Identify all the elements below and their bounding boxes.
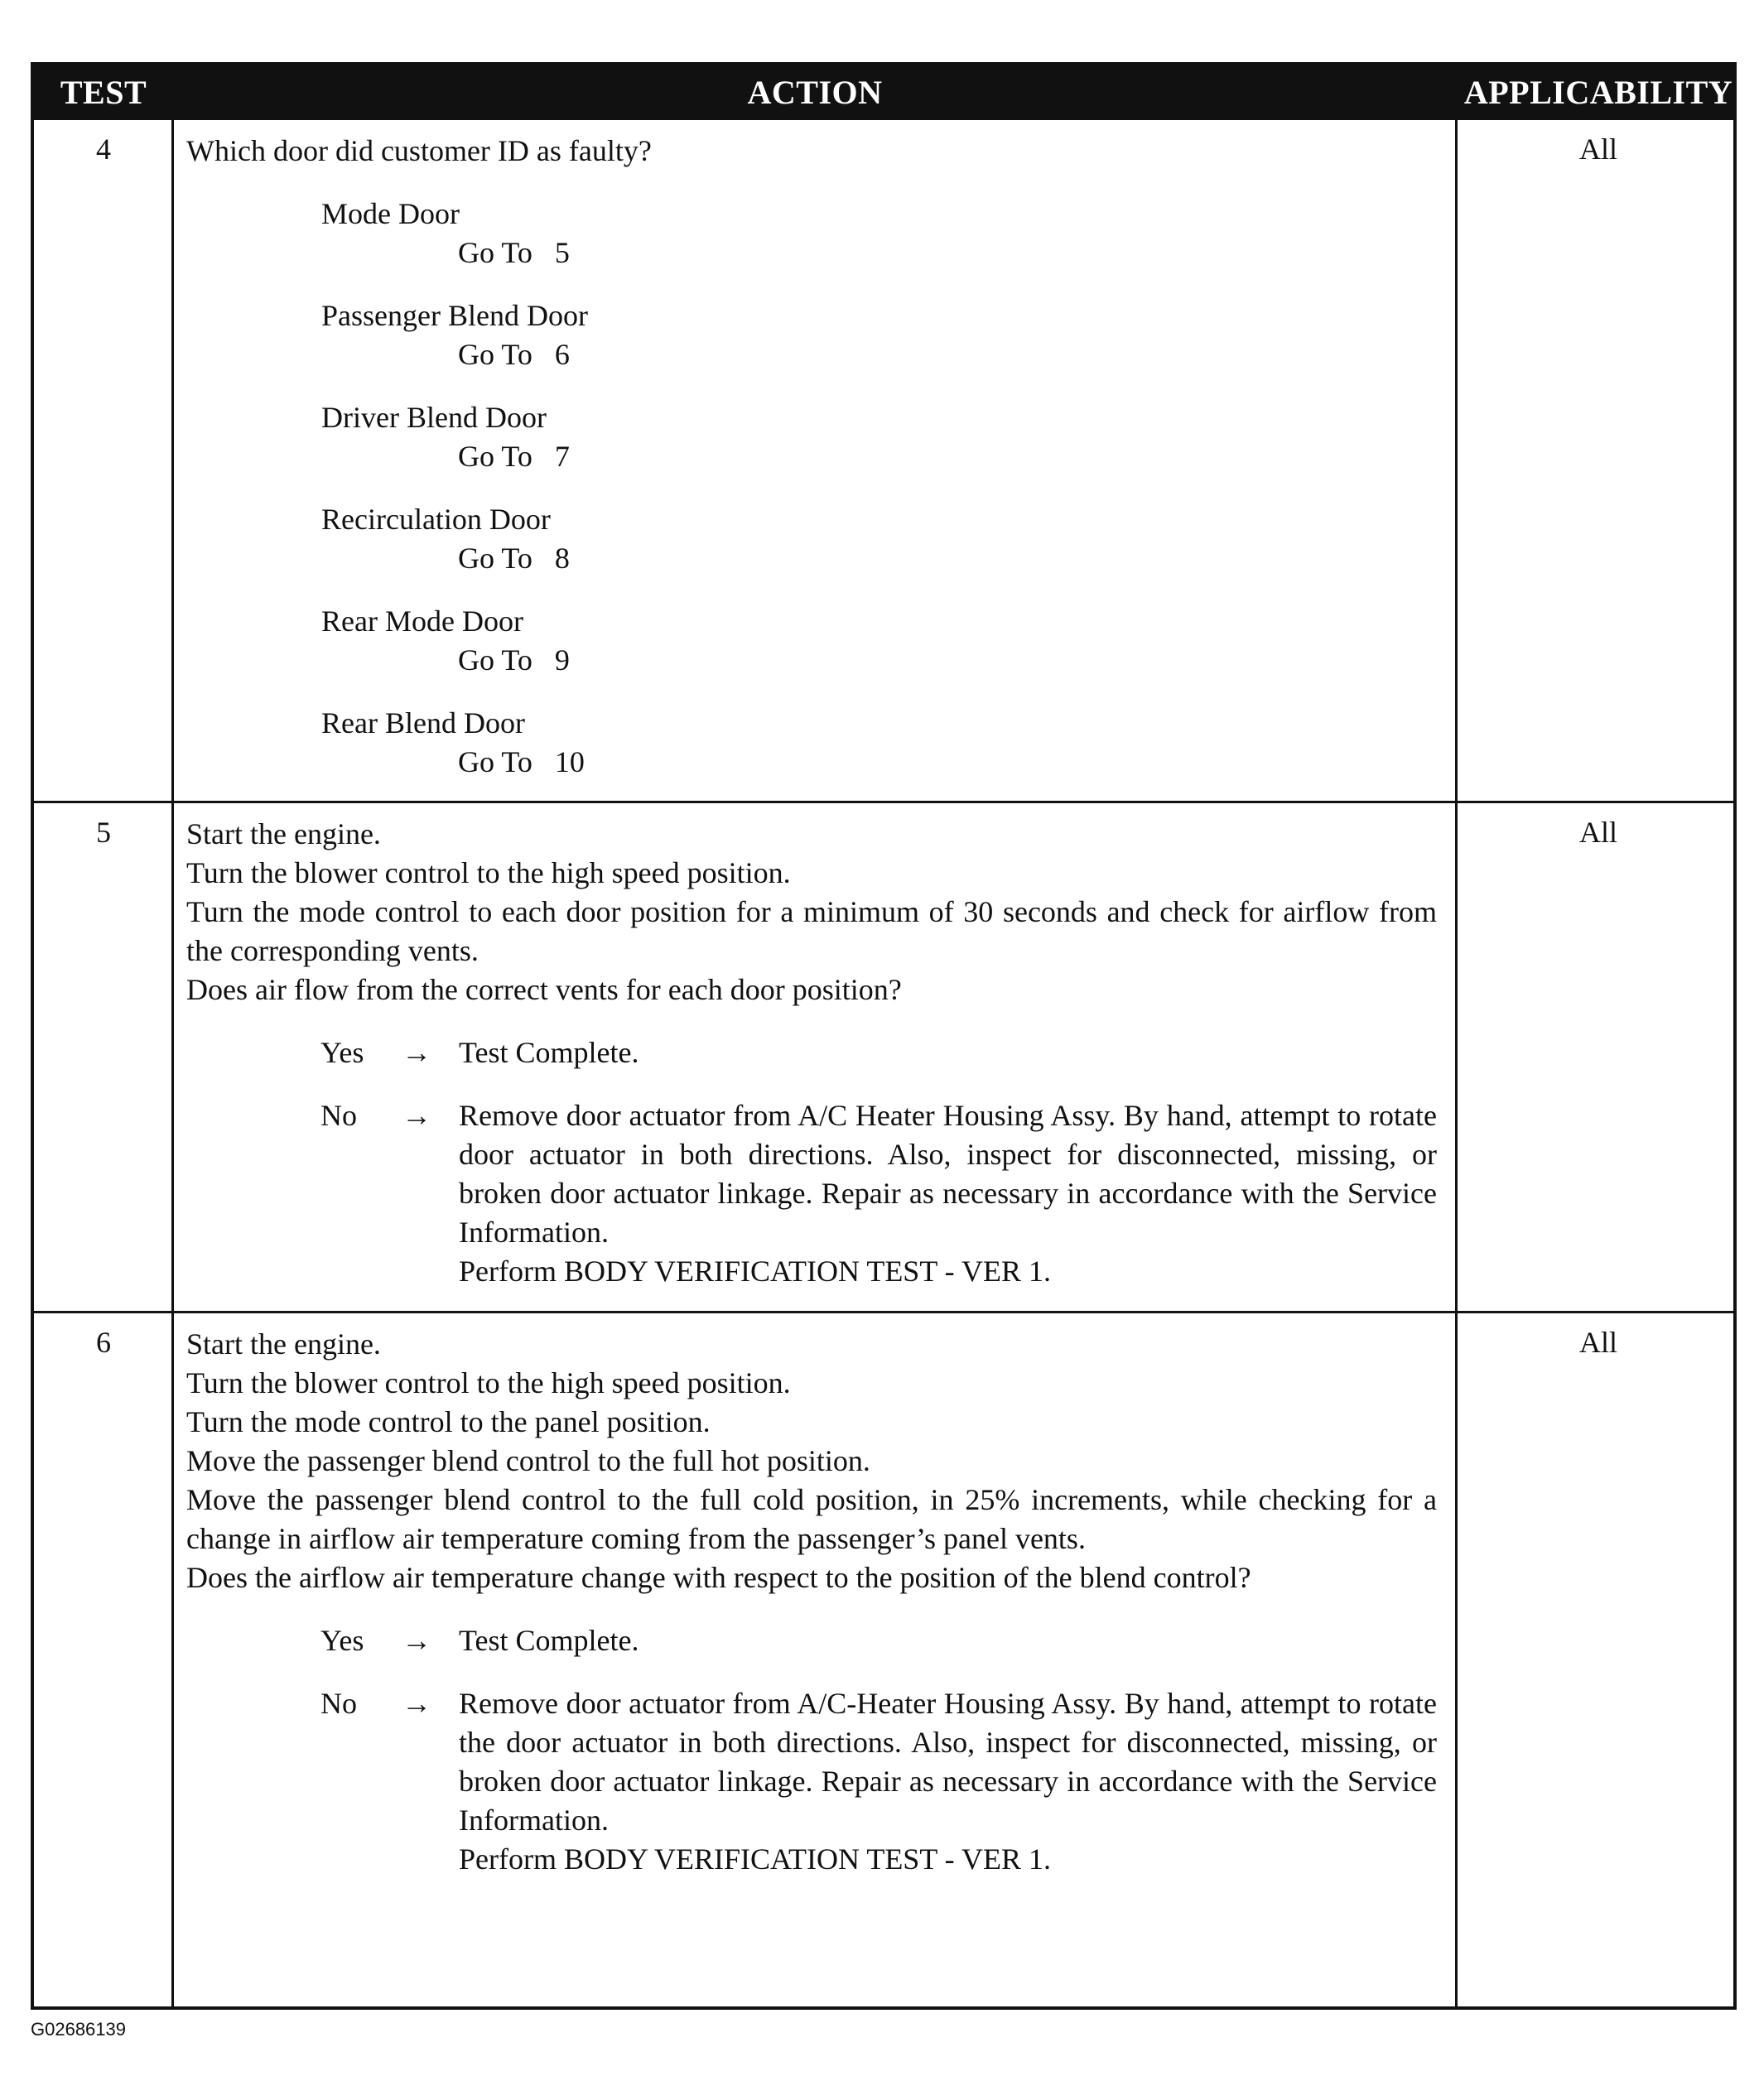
test-number: 4 bbox=[96, 132, 111, 166]
goto-text: Go To 9 bbox=[458, 643, 570, 677]
no-result: Remove door actuator from A/C-Heater Housing Assy. By hand, attempt to rotate the door actuator in both directions. Also, inspect for disconnected, missing, or broken door actuator linkage. Repair as necessary in accordance with the Service Information. bbox=[459, 1687, 1437, 1837]
figure-code: G02686139 bbox=[31, 2019, 126, 2040]
no-label: No bbox=[320, 1687, 357, 1720]
goto-text: Go To 8 bbox=[458, 542, 570, 575]
test-number: 5 bbox=[96, 816, 111, 849]
applicability-value: All bbox=[1578, 816, 1617, 849]
table-row bbox=[34, 803, 1733, 1311]
diagnostic-table bbox=[31, 62, 1737, 2010]
yes-branch bbox=[186, 1033, 1437, 1072]
action-cell bbox=[186, 1325, 1437, 1879]
step-text: Start the engine. bbox=[186, 1327, 381, 1361]
yes-result: Test Complete. bbox=[459, 1036, 639, 1069]
step-text: Does the airflow air temperature change with respect to the position of the blend control? bbox=[186, 1561, 1251, 1594]
header-test: TEST bbox=[60, 74, 147, 111]
header-applicability: APPLICABILITY bbox=[1463, 74, 1733, 111]
step-text: Turn the blower control to the high speed position. bbox=[186, 856, 791, 889]
yes-label: Yes bbox=[320, 1624, 364, 1657]
step-text: Move the passenger blend control to the full cold position, in 25% increments, while checking for a change in airflow air temperature coming from the passenger’s panel vents. bbox=[186, 1483, 1437, 1555]
no-label: No bbox=[320, 1099, 357, 1132]
goto-text: Go To 10 bbox=[458, 745, 585, 778]
applicability-value: All bbox=[1578, 132, 1617, 166]
step-text: Turn the blower control to the high speed position. bbox=[186, 1366, 791, 1399]
option-label: Driver Blend Door bbox=[321, 401, 547, 434]
no-result: Remove door actuator from A/C Heater Housing Assy. By hand, attempt to rotate door actuator in both directions. Also, inspect for disconnected, missing, or broken door actuator linkage. Repair as necessary in accordance with the Service Information. bbox=[459, 1099, 1437, 1249]
option-label: Mode Door bbox=[321, 197, 460, 230]
yes-branch bbox=[186, 1621, 1437, 1660]
goto-text: Go To 5 bbox=[458, 236, 570, 269]
step-text: Move the passenger blend control to the full hot position. bbox=[186, 1444, 870, 1477]
no-branch bbox=[186, 1684, 1437, 1879]
table-header bbox=[34, 65, 1733, 120]
arrow-icon: → bbox=[402, 1687, 431, 1720]
option-label: Recirculation Door bbox=[321, 503, 551, 536]
arrow-icon: → bbox=[402, 1036, 431, 1069]
table-row bbox=[34, 1313, 1733, 2010]
option-list bbox=[321, 171, 1437, 782]
goto-text: Go To 6 bbox=[458, 338, 570, 371]
step-text: Does air flow from the correct vents for each door position? bbox=[186, 973, 902, 1006]
question-text: Which door did customer ID as faulty? bbox=[186, 134, 652, 167]
action-cell bbox=[186, 815, 1437, 1291]
table-row bbox=[34, 120, 1733, 801]
header-action: ACTION bbox=[747, 74, 883, 111]
no-branch bbox=[186, 1096, 1437, 1291]
arrow-icon: → bbox=[402, 1624, 431, 1657]
yes-label: Yes bbox=[320, 1036, 364, 1069]
action-cell bbox=[186, 132, 1437, 782]
goto-text: Go To 7 bbox=[458, 440, 570, 473]
option-label: Passenger Blend Door bbox=[321, 299, 588, 332]
step-text: Start the engine. bbox=[186, 817, 381, 850]
verification-instruction: Perform BODY VERIFICATION TEST - VER 1. bbox=[459, 1255, 1052, 1288]
step-text: Turn the mode control to each door position for a minimum of 30 seconds and check for airflow from the corresponding vents. bbox=[186, 895, 1437, 967]
option-label: Rear Mode Door bbox=[321, 604, 523, 638]
verification-instruction: Perform BODY VERIFICATION TEST - VER 1. bbox=[459, 1842, 1052, 1876]
option-label: Rear Blend Door bbox=[321, 706, 525, 739]
applicability-value: All bbox=[1578, 1326, 1617, 1359]
yes-result: Test Complete. bbox=[459, 1624, 639, 1657]
step-text: Turn the mode control to the panel position. bbox=[186, 1405, 711, 1438]
arrow-icon: → bbox=[402, 1099, 431, 1132]
test-number: 6 bbox=[96, 1326, 111, 1359]
